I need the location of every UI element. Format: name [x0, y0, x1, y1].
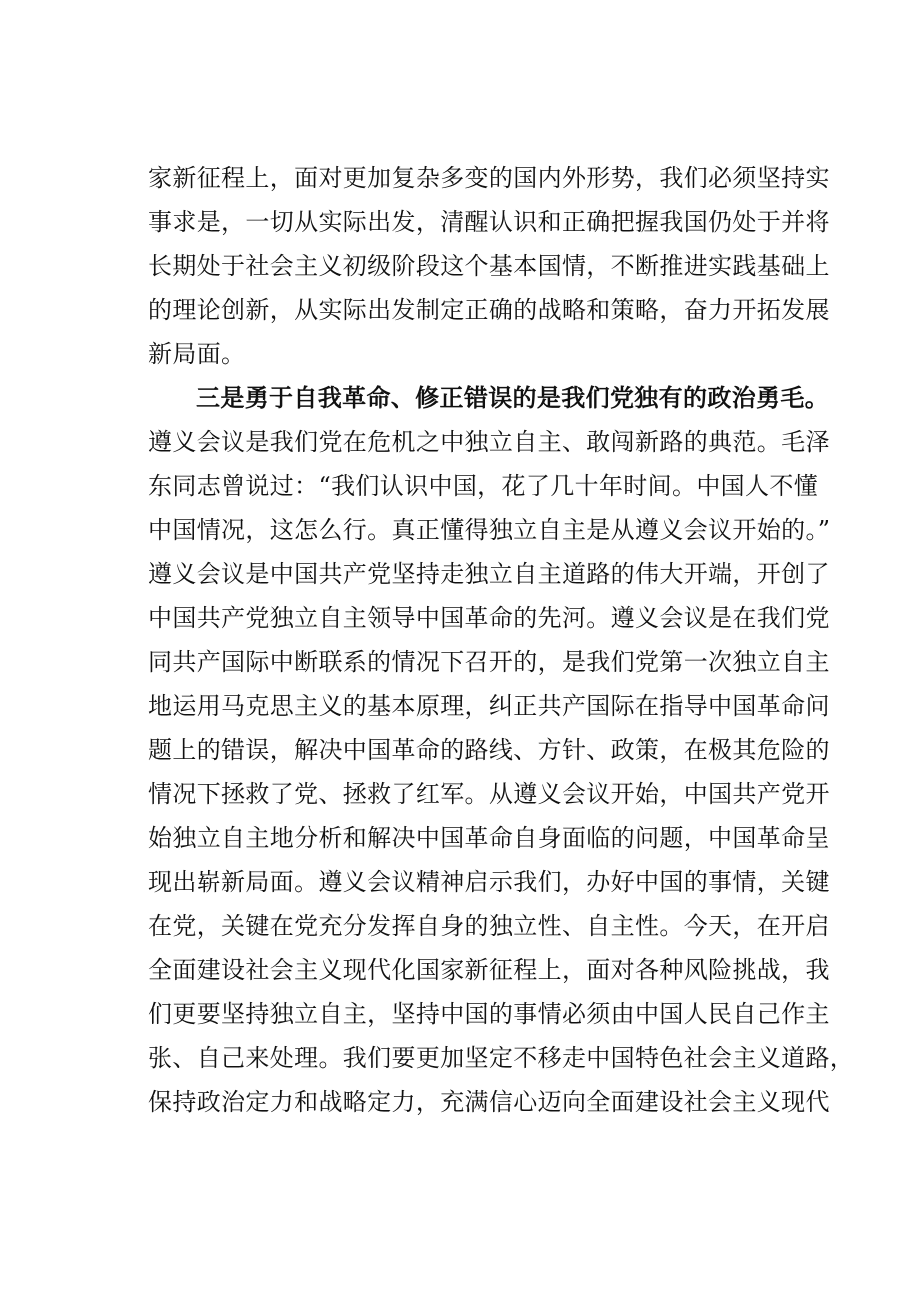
- paragraph-2-line-2: 东同志曾说过：“我们认识中国，花了几十年时间。中国人不懂: [148, 472, 819, 500]
- paragraph-2-line-14: 们更要坚持独立自主，坚持中国的事情必须由中国人民自己作主: [148, 1000, 830, 1028]
- paragraph-2-line-11: 现出崭新局面。遵义会议精神启示我们，办好中国的事情，关键: [148, 868, 830, 896]
- paragraph-2-line-4: 遵义会议是中国共产党坚持走独立自主道路的伟大开端，开创了: [148, 560, 830, 588]
- paragraph-2-line-16: 保持政治定力和战略定力，充满信心迈向全面建设社会主义现代: [148, 1088, 830, 1116]
- paragraph-1-line-4: 的理论创新，从实际出发制定正确的战略和策略，奋力开拓发展: [148, 296, 830, 324]
- paragraph-1-line-2: 事求是，一切从实际出发，清醒认识和正确把握我国仍处于并将: [148, 208, 830, 236]
- paragraph-2-line-1: 遵义会议是我们党在危机之中独立自主、敢闯新路的典范。毛泽: [148, 428, 830, 456]
- paragraph-2-line-9: 情况下拯救了党、拯救了红军。从遵义会议开始，中国共产党开: [148, 780, 830, 808]
- paragraph-2-line-3: 中国情况，这怎么行。真正懂得独立自主是从遵义会议开始的。”: [148, 516, 831, 544]
- paragraph-2-line-6: 同共产国际中断联系的情况下召开的，是我们党第一次独立自主: [148, 648, 830, 676]
- paragraph-2-line-8: 题上的错误，解决中国革命的路线、方针、政策，在极其危险的: [148, 736, 830, 764]
- paragraph-2-line-15: 张、自己来处理。我们要更加坚定不移走中国特色社会主义道路，: [148, 1044, 855, 1072]
- paragraph-2-line-10: 始独立自主地分析和解决中国革命自身面临的问题，中国革命呈: [148, 824, 830, 852]
- paragraph-2-line-13: 全面建设社会主义现代化国家新征程上，面对各种风险挑战，我: [148, 956, 830, 984]
- paragraph-1-line-3: 长期处于社会主义初级阶段这个基本国情，不断推进实践基础上: [148, 252, 830, 280]
- paragraph-1-line-5: 新局面。: [148, 340, 246, 368]
- paragraph-2-line-12: 在党，关键在党充分发挥自身的独立性、自主性。今天，在开启: [148, 912, 830, 940]
- paragraph-2-heading: 三是勇于自我革命、修正错误的是我们党独有的政治勇毛。: [196, 383, 830, 412]
- paragraph-2-line-5: 中国共产党独立自主领导中国革命的先河。遵义会议是在我们党: [148, 604, 830, 632]
- paragraph-2-line-7: 地运用马克思主义的基本原理，纠正共产国际在指导中国革命问: [148, 692, 830, 720]
- paragraph-1-line-1: 家新征程上，面对更加复杂多变的国内外形势，我们必须坚持实: [148, 164, 830, 192]
